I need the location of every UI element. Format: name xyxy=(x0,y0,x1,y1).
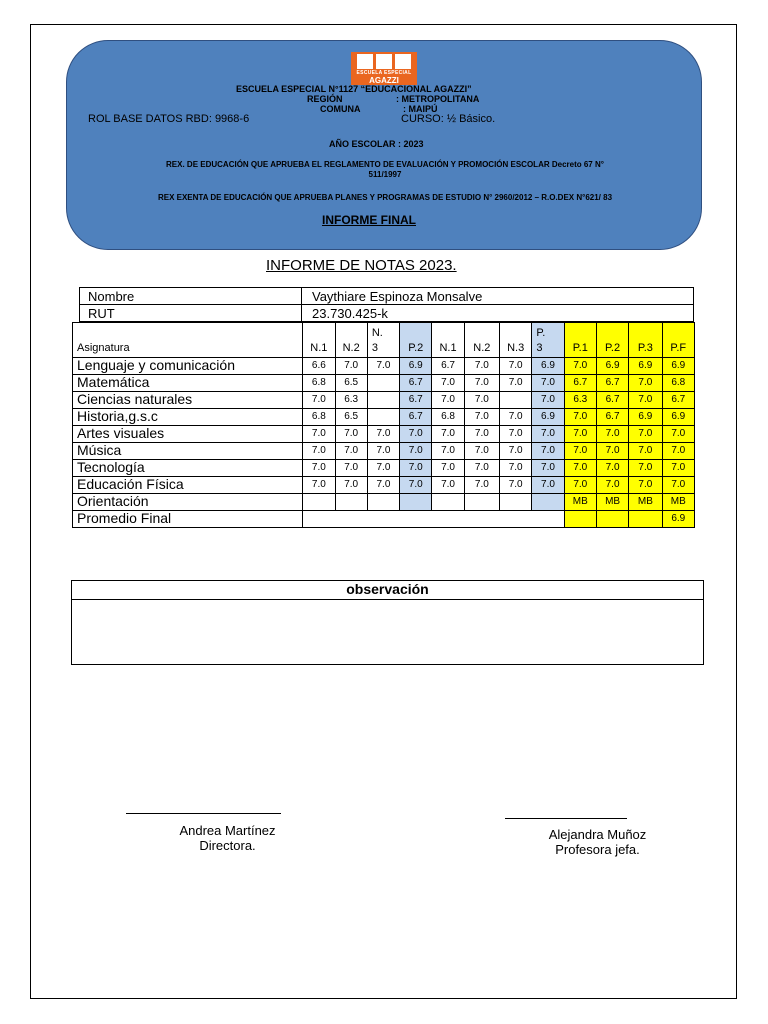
grade-cell: 7.0 xyxy=(532,426,564,443)
grade-cell: 6.9 xyxy=(400,358,432,375)
grade-row xyxy=(73,392,695,409)
grade-cell: 6.6 xyxy=(303,358,335,375)
grade-cell: 7.0 xyxy=(564,426,596,443)
grade-cell: 7.0 xyxy=(432,443,464,460)
final-average-label: Promedio Final xyxy=(73,511,303,528)
subject-name: Lenguaje y comunicación xyxy=(73,358,303,375)
rex2-text: REX EXENTA DE EDUCACIÓN QUE APRUEBA PLANES Y PROGRAMAS DE ESTUDIO N° 2960/2012 – R.O.DEX N°621/ 83 xyxy=(157,193,613,202)
grade-cell xyxy=(303,494,335,511)
grade-row xyxy=(73,426,695,443)
grade-cell: 6.7 xyxy=(400,409,432,426)
grade-cell: 6.9 xyxy=(662,409,694,426)
grade-cell: 7.0 xyxy=(303,392,335,409)
name-value: Vaythiare Espinoza Monsalve xyxy=(302,288,694,305)
grade-cell: 7.0 xyxy=(464,443,499,460)
grade-cell: 6.5 xyxy=(335,409,367,426)
region-value: : METROPOLITANA xyxy=(396,94,480,104)
grade-cell: 6.5 xyxy=(335,375,367,392)
subject-header: Asignatura xyxy=(73,323,303,358)
grade-cell: 7.0 xyxy=(335,426,367,443)
subject-name: Música xyxy=(73,443,303,460)
rex1-line2: 511/1997 xyxy=(368,170,402,179)
grade-cell: 7.0 xyxy=(532,392,564,409)
grade-cell: 7.0 xyxy=(629,460,662,477)
grade-cell: 7.0 xyxy=(432,426,464,443)
curso-text: CURSO: ½ Básico. xyxy=(401,113,496,125)
grade-cell: 7.0 xyxy=(662,460,694,477)
grade-cell: 7.0 xyxy=(662,426,694,443)
logo-text-line1: ESCUELA ESPECIAL xyxy=(356,70,412,76)
report-title: INFORME DE NOTAS 2023. xyxy=(266,257,457,274)
column-header: N. 3 xyxy=(367,323,399,358)
grade-cell: 7.0 xyxy=(335,358,367,375)
grade-cell: 7.0 xyxy=(564,460,596,477)
grades-header-row xyxy=(73,323,695,358)
grade-cell: 6.7 xyxy=(400,375,432,392)
grades-table xyxy=(72,322,695,528)
teacher-name: Alejandra Muñoz xyxy=(548,827,647,842)
grade-cell: 6.8 xyxy=(662,375,694,392)
column-header: P.2 xyxy=(400,323,432,358)
grade-cell: 6.9 xyxy=(629,358,662,375)
student-name-row xyxy=(80,288,694,305)
grade-cell: 7.0 xyxy=(629,426,662,443)
grade-cell: 7.0 xyxy=(629,392,662,409)
grade-cell: 6.9 xyxy=(532,409,564,426)
grade-cell: 7.0 xyxy=(432,460,464,477)
grade-cell: 6.7 xyxy=(596,375,628,392)
grade-cell: 6.7 xyxy=(596,409,628,426)
grade-cell: 7.0 xyxy=(596,443,628,460)
grade-cell xyxy=(367,409,399,426)
final-average-value: 6.9 xyxy=(662,511,694,528)
grade-cell: 7.0 xyxy=(400,443,432,460)
final-average-row xyxy=(73,511,695,528)
grade-cell: MB xyxy=(564,494,596,511)
grade-row xyxy=(73,409,695,426)
school-year: AÑO ESCOLAR : 2023 xyxy=(329,139,424,149)
grade-cell xyxy=(335,494,367,511)
subject-name: Tecnología xyxy=(73,460,303,477)
grade-cell: 6.8 xyxy=(432,409,464,426)
school-logo xyxy=(351,52,417,85)
grade-cell: 7.0 xyxy=(500,358,532,375)
director-role: Directora. xyxy=(199,838,256,853)
grade-cell xyxy=(367,375,399,392)
final-average-blank xyxy=(629,511,662,528)
grade-row xyxy=(73,358,695,375)
name-label: Nombre xyxy=(80,288,302,305)
grade-cell: MB xyxy=(662,494,694,511)
grade-cell: 6.9 xyxy=(629,409,662,426)
column-header: N.1 xyxy=(432,323,464,358)
grade-cell: 7.0 xyxy=(564,409,596,426)
column-header: N.1 xyxy=(303,323,335,358)
grade-cell: 7.0 xyxy=(400,477,432,494)
logo-text-line2: AGAZZI xyxy=(369,76,399,85)
grade-cell: 6.3 xyxy=(335,392,367,409)
grade-cell: MB xyxy=(596,494,628,511)
grade-cell: 6.7 xyxy=(662,392,694,409)
student-rut-row xyxy=(80,305,694,322)
grade-cell: 7.0 xyxy=(532,375,564,392)
grade-cell xyxy=(400,494,432,511)
grade-cell: 7.0 xyxy=(464,375,499,392)
subject-name: Matemática xyxy=(73,375,303,392)
grade-cell: 7.0 xyxy=(432,392,464,409)
grade-cell: 6.7 xyxy=(596,392,628,409)
grade-cell: 7.0 xyxy=(464,460,499,477)
grade-cell: 7.0 xyxy=(564,358,596,375)
grade-cell: 7.0 xyxy=(303,426,335,443)
column-header: N.2 xyxy=(335,323,367,358)
grade-cell: 7.0 xyxy=(532,477,564,494)
column-header: P.3 xyxy=(629,323,662,358)
grade-cell: 6.7 xyxy=(400,392,432,409)
subject-name: Artes visuales xyxy=(73,426,303,443)
signature-director xyxy=(150,823,305,853)
rut-label: RUT xyxy=(80,305,302,322)
grade-cell: 7.0 xyxy=(500,477,532,494)
grade-cell: 7.0 xyxy=(400,426,432,443)
grade-row xyxy=(73,494,695,511)
director-name: Andrea Martínez xyxy=(179,823,276,838)
subject-name: Educación Física xyxy=(73,477,303,494)
rex1-line1: REX. DE EDUCACIÓN QUE APRUEBA EL REGLAMENTO DE EVALUACIÓN Y PROMOCIÓN ESCOLAR Decreto 67 N° xyxy=(166,160,604,169)
column-header: N.3 xyxy=(500,323,532,358)
final-average-blank xyxy=(596,511,628,528)
region-label: REGIÓN xyxy=(307,94,343,104)
grade-cell: 7.0 xyxy=(629,477,662,494)
grade-cell: 7.0 xyxy=(400,460,432,477)
grade-cell: 7.0 xyxy=(464,392,499,409)
subject-name: Orientación xyxy=(73,494,303,511)
grade-cell: 7.0 xyxy=(629,443,662,460)
grade-cell xyxy=(500,494,532,511)
grade-cell: 6.9 xyxy=(596,358,628,375)
observation-title: observación xyxy=(72,581,703,600)
final-average-blank xyxy=(564,511,596,528)
grade-cell: 7.0 xyxy=(500,409,532,426)
informe-final-title: INFORME FINAL xyxy=(322,213,416,227)
grade-cell xyxy=(500,392,532,409)
rut-value: 23.730.425-k xyxy=(302,305,694,322)
grade-cell: 7.0 xyxy=(500,426,532,443)
grade-cell: 7.0 xyxy=(662,477,694,494)
grade-cell: 7.0 xyxy=(629,375,662,392)
grade-cell: 7.0 xyxy=(532,460,564,477)
grade-cell: 7.0 xyxy=(367,443,399,460)
student-info-table xyxy=(79,287,694,322)
grade-row xyxy=(73,477,695,494)
grade-cell: 6.9 xyxy=(662,358,694,375)
grade-cell xyxy=(367,494,399,511)
comuna-value: : MAIPÚ xyxy=(403,104,438,114)
grade-cell: 7.0 xyxy=(303,477,335,494)
grade-cell: 7.0 xyxy=(335,477,367,494)
grade-cell: 6.3 xyxy=(564,392,596,409)
grade-row xyxy=(73,375,695,392)
signature-teacher xyxy=(520,827,675,857)
grade-cell: 7.0 xyxy=(464,426,499,443)
grade-cell: 7.0 xyxy=(303,460,335,477)
grade-cell: 7.0 xyxy=(335,460,367,477)
final-average-spacer xyxy=(303,511,564,528)
grade-cell: 7.0 xyxy=(432,477,464,494)
grade-cell: 7.0 xyxy=(464,358,499,375)
grade-cell xyxy=(432,494,464,511)
observation-box xyxy=(71,580,704,665)
subject-name: Ciencias naturales xyxy=(73,392,303,409)
grade-cell xyxy=(532,494,564,511)
grade-cell: 7.0 xyxy=(596,426,628,443)
grade-cell: 7.0 xyxy=(464,409,499,426)
grade-cell xyxy=(464,494,499,511)
grade-cell: 6.9 xyxy=(532,358,564,375)
observation-text xyxy=(72,600,703,608)
grade-cell: 7.0 xyxy=(303,443,335,460)
comuna-label: COMUNA xyxy=(320,104,361,114)
grade-cell: 7.0 xyxy=(367,358,399,375)
grade-cell: 7.0 xyxy=(367,477,399,494)
grade-cell: 6.8 xyxy=(303,375,335,392)
column-header: N.2 xyxy=(464,323,499,358)
grade-row xyxy=(73,460,695,477)
grade-row xyxy=(73,443,695,460)
signature-line-director xyxy=(126,813,281,814)
grade-cell: 7.0 xyxy=(500,443,532,460)
grade-cell: 6.8 xyxy=(303,409,335,426)
logo-mark-icon xyxy=(357,54,411,69)
grade-cell: 7.0 xyxy=(596,477,628,494)
grade-cell: 6.7 xyxy=(564,375,596,392)
grade-cell: 7.0 xyxy=(500,460,532,477)
school-name: ESCUELA ESPECIAL N°1127 “EDUCACIONAL AGAZZI” xyxy=(236,84,472,94)
grade-cell: 7.0 xyxy=(335,443,367,460)
column-header: P. 3 xyxy=(532,323,564,358)
grade-cell: 7.0 xyxy=(564,477,596,494)
grade-cell xyxy=(367,392,399,409)
column-header: P.1 xyxy=(564,323,596,358)
subject-name: Historia,g.s.c xyxy=(73,409,303,426)
column-header: P.F xyxy=(662,323,694,358)
grade-cell: 6.7 xyxy=(432,358,464,375)
grade-cell: 7.0 xyxy=(500,375,532,392)
grade-cell: 7.0 xyxy=(464,477,499,494)
grade-cell: 7.0 xyxy=(532,443,564,460)
signature-line-teacher xyxy=(505,818,627,819)
grade-cell: 7.0 xyxy=(596,460,628,477)
grade-cell: 7.0 xyxy=(367,426,399,443)
grade-cell: MB xyxy=(629,494,662,511)
grade-cell: 7.0 xyxy=(367,460,399,477)
rbd-text: ROL BASE DATOS RBD: 9968-6 xyxy=(88,113,250,125)
grade-cell: 7.0 xyxy=(432,375,464,392)
column-header: P.2 xyxy=(596,323,628,358)
teacher-role: Profesora jefa. xyxy=(555,842,640,857)
grade-cell: 7.0 xyxy=(662,443,694,460)
grade-cell: 7.0 xyxy=(564,443,596,460)
